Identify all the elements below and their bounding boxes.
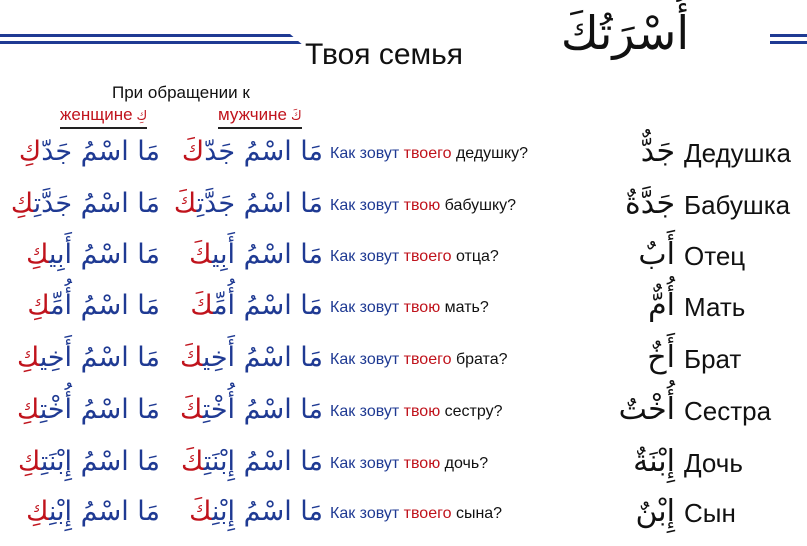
table-row <box>0 342 807 392</box>
russian-word: Сын <box>684 498 736 528</box>
russian-word: Дочь <box>684 448 743 478</box>
female-phrase: مَا اسْمُ جَدَّتِكِ <box>10 188 160 219</box>
question-text: Как зовут твою бабушку? <box>330 197 517 214</box>
russian-word: Дедушка <box>684 138 791 168</box>
arabic-word: جَدٌّ <box>640 134 675 169</box>
russian-word: Брат <box>684 344 742 374</box>
male-column-header <box>218 105 302 129</box>
arabic-word: أُمٌّ <box>648 288 675 323</box>
question-text: Как зовут твоего дедушку? <box>330 145 529 162</box>
address-caption: При обращении к <box>112 83 250 102</box>
question-text: Как зовут твоего отца? <box>330 248 499 265</box>
question-text: Как зовут твоего сына? <box>330 505 503 522</box>
russian-word: Бабушка <box>684 190 791 220</box>
male-phrase: مَا اسْمُ أَبِيكَ <box>189 239 323 270</box>
arabic-word: إِبْنَةٌ <box>633 444 675 479</box>
page-title: Твоя семья <box>305 38 464 71</box>
arabic-word: أَخٌ <box>647 340 675 375</box>
header-stripes-left <box>0 34 290 46</box>
table-row <box>0 188 807 238</box>
male-phrase: مَا اسْمُ جَدَّتِكَ <box>173 188 323 219</box>
arabic-word: إِبْنٌ <box>635 494 675 529</box>
female-suffix: كِ <box>136 109 148 124</box>
male-label: мужчине <box>218 105 287 124</box>
arabic-word: جَدَّةٌ <box>624 186 675 221</box>
russian-word: Мать <box>684 292 746 322</box>
arabic-title: أُسْرَتُكَ <box>560 6 690 60</box>
male-phrase: مَا اسْمُ إِبْنَتِكَ <box>180 446 323 477</box>
female-column-header <box>60 105 147 129</box>
table-row <box>0 136 807 186</box>
table-row <box>0 394 807 444</box>
russian-word: Отец <box>684 241 746 271</box>
female-phrase: مَا اسْمُ أَخِيكِ <box>16 342 160 373</box>
question-text: Как зовут твоего брата? <box>330 351 508 368</box>
arabic-word: أَبٌ <box>638 237 675 272</box>
male-phrase: مَا اسْمُ جَدّكَ <box>181 136 323 167</box>
table-row <box>0 496 807 546</box>
female-phrase: مَا اسْمُ أُمِّكِ <box>27 290 160 321</box>
female-phrase: مَا اسْمُ أُخْتِكِ <box>16 394 160 425</box>
male-suffix: كَ <box>290 109 302 124</box>
table-row <box>0 239 807 289</box>
question-text: Как зовут твою мать? <box>330 299 489 316</box>
male-phrase: مَا اسْمُ أَخِيكَ <box>179 342 323 373</box>
female-phrase: مَا اسْمُ إِبْنِكِ <box>26 496 160 527</box>
female-phrase: مَا اسْمُ إِبْنَتِكِ <box>17 446 160 477</box>
russian-word: Сестра <box>684 396 772 426</box>
male-phrase: مَا اسْمُ إِبْنِكَ <box>189 496 323 527</box>
female-phrase: مَا اسْمُ جَدّكِ <box>18 136 160 167</box>
table-row <box>0 290 807 340</box>
question-text: Как зовут твою сестру? <box>330 403 503 420</box>
female-label: женщине <box>60 105 133 124</box>
female-phrase: مَا اسْمُ أَبِيكِ <box>26 239 160 270</box>
male-phrase: مَا اسْمُ أُمِّكَ <box>190 290 323 321</box>
question-text: Как зовут твою дочь? <box>330 455 489 472</box>
header-stripes-right <box>770 34 807 46</box>
male-phrase: مَا اسْمُ أُخْتِكَ <box>179 394 323 425</box>
table-row <box>0 446 807 496</box>
arabic-word: أُخْتٌ <box>618 392 675 427</box>
